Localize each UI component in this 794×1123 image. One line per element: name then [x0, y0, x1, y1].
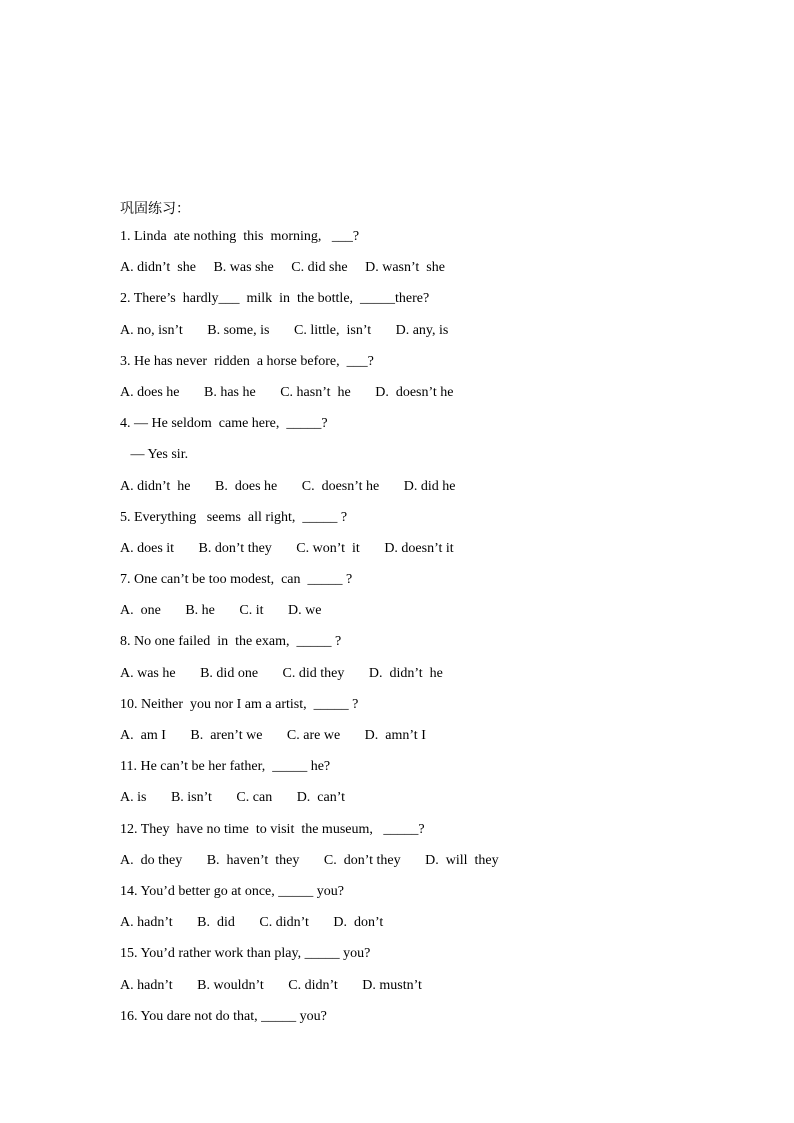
question-line: 15. You’d rather work than play, _____ you?	[120, 946, 371, 962]
options-line: A. one B. he C. it D. we	[120, 603, 322, 619]
options-line: A. didn’t she B. was she C. did she D. wasn’t she	[120, 260, 445, 276]
question-line: 1. Linda ate nothing this morning, ___?	[120, 229, 360, 244]
question-line: 16. You dare not do that, _____ you?	[120, 1008, 327, 1024]
options-line: A. no, isn’t B. some, is C. little, isn’t D. any, is	[120, 322, 449, 338]
exercise-title: 巩固练习：	[120, 202, 190, 217]
question-line: 10. Neither you nor I am a artist, _____ ?	[120, 696, 359, 712]
question-line: 2. There’s hardly___ milk in the bottle, _____there?	[120, 291, 430, 307]
options-line: A. does it B. don’t they C. won’t it D. doesn’t it	[120, 540, 454, 556]
options-line: A. do they B. haven’t they C. don’t they D. will they	[120, 852, 499, 868]
question-line: 5. Everything seems all right, _____ ?	[120, 509, 348, 525]
options-line: A. hadn’t B. did C. didn’t D. don’t	[120, 915, 384, 931]
options-line: A. hadn’t B. wouldn’t C. didn’t D. mustn’t	[120, 977, 422, 993]
question-line: 8. No one failed in the exam, _____ ?	[120, 634, 342, 650]
options-line: A. didn’t he B. does he C. doesn’t he D. did he	[120, 478, 456, 494]
question-line: 3. He has never ridden a horse before, ___?	[120, 353, 374, 369]
exercise-content	[120, 200, 680, 1038]
options-line: A. am I B. aren’t we C. are we D. amn’t I	[120, 728, 426, 743]
question-line: 4. — He seldom came here, _____?	[120, 416, 328, 432]
question-line: 7. One can’t be too modest, can _____ ?	[120, 572, 353, 588]
options-line: A. was he B. did one C. did they D. didn’t he	[120, 665, 443, 681]
question-line: 11. He can’t be her father, _____ he?	[120, 759, 331, 775]
options-line: A. is B. isn’t C. can D. can’t	[120, 790, 346, 806]
dialogue-line: — Yes sir.	[120, 447, 189, 463]
options-line: A. does he B. has he C. hasn’t he D. doesn’t he	[120, 384, 454, 400]
question-line: 14. You’d better go at once, _____ you?	[120, 883, 344, 899]
question-line: 12. They have no time to visit the museum, _____?	[120, 821, 425, 837]
